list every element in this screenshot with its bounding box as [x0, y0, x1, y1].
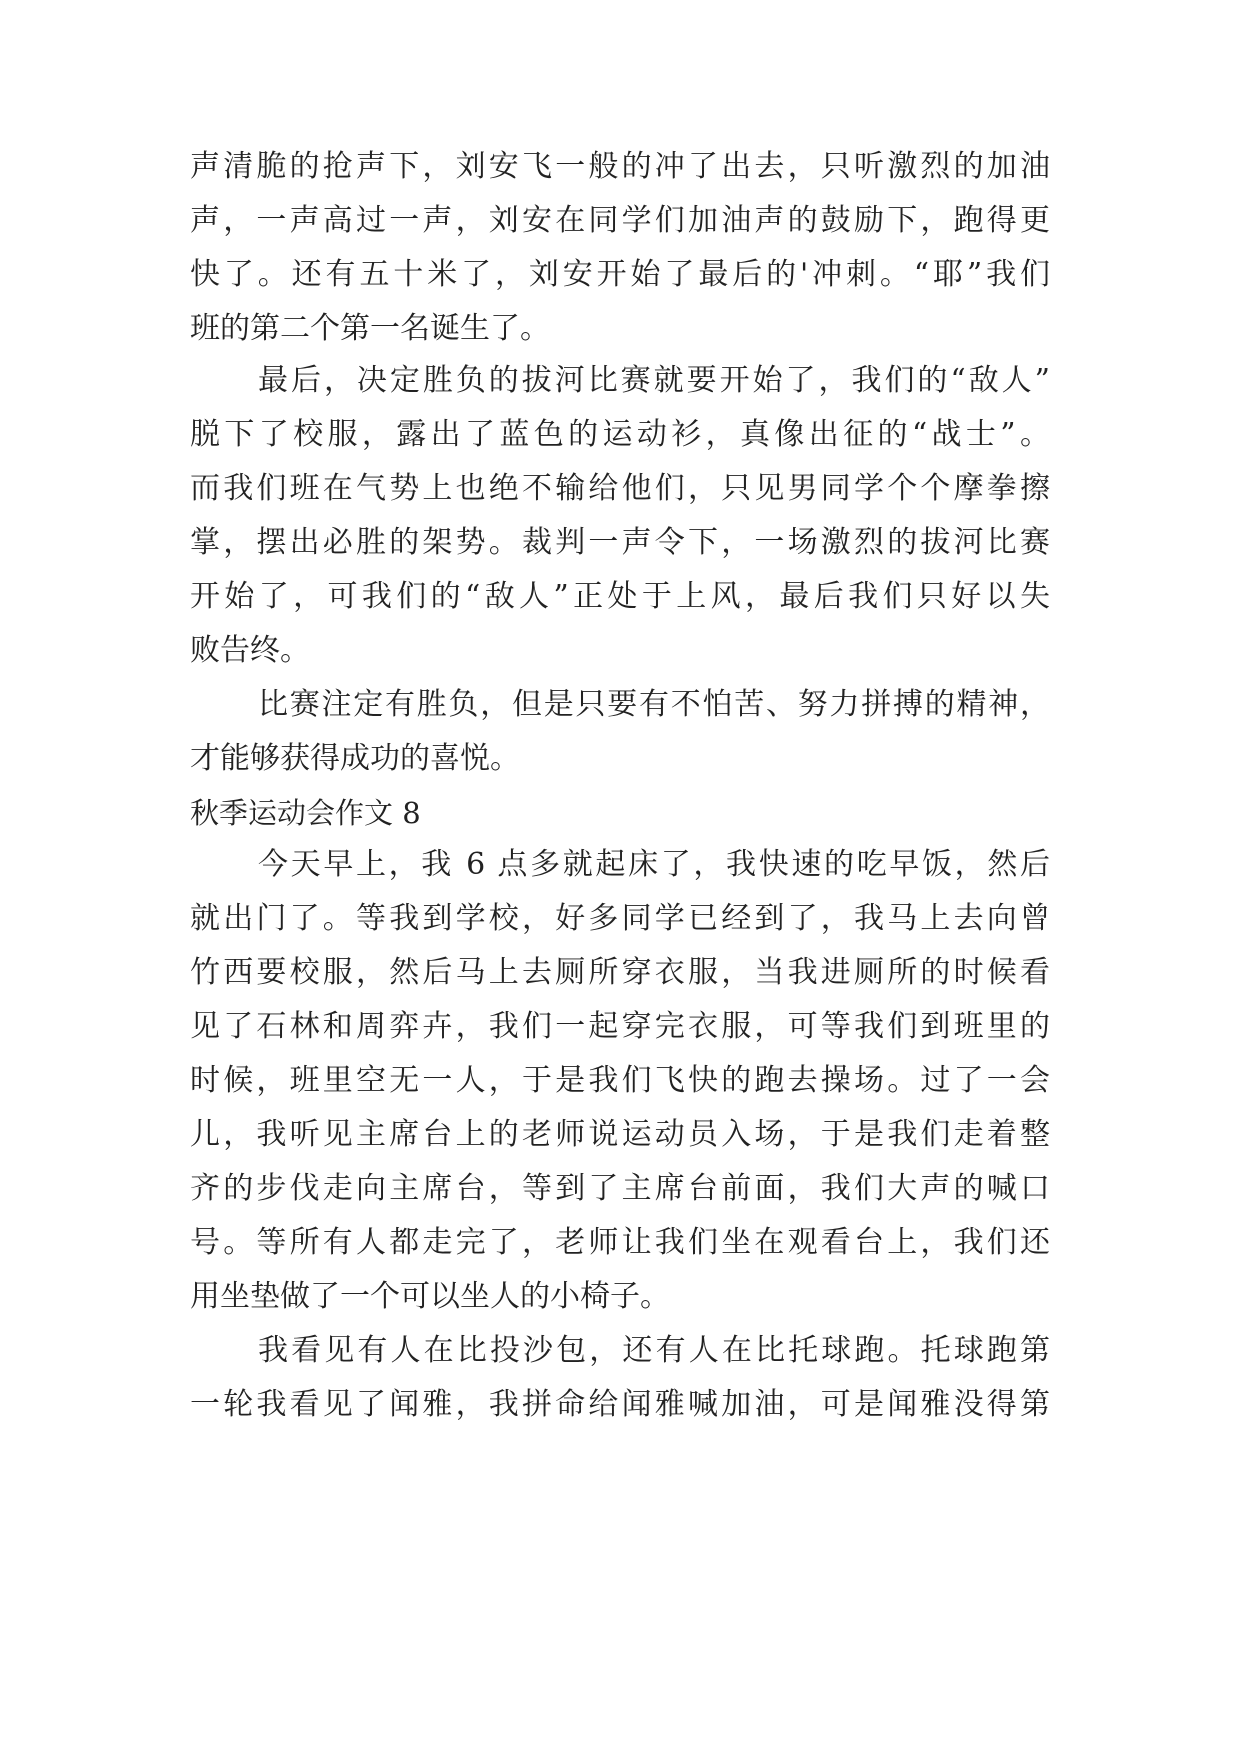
text-line: 而我们班在气势上也绝不输给他们，只见男同学个个摩拳擦	[190, 471, 1050, 506]
text-line: 一轮我看见了闻雅，我拼命给闻雅喊加油，可是闻雅没得第	[190, 1387, 1050, 1422]
text-line: 见了石林和周弈卉，我们一起穿完衣服，可等我们到班里的	[190, 1009, 1050, 1044]
text-line: 时候，班里空无一人，于是我们飞快的跑去操场。过了一会	[190, 1063, 1050, 1098]
text-line: 败告终。	[190, 633, 310, 668]
text-line: 儿，我听见主席台上的老师说运动员入场，于是我们走着整	[190, 1117, 1050, 1152]
text-line: 掌，摆出必胜的架势。裁判一声令下，一场激烈的拔河比赛	[190, 525, 1050, 560]
text-line: 开始了，可我们的“敌人”正处于上风，最后我们只好以失	[190, 579, 1050, 614]
text-line: 声清脆的抢声下，刘安飞一般的冲了出去，只听激烈的加油	[190, 149, 1050, 184]
text-line: 竹西要校服，然后马上去厕所穿衣服，当我进厕所的时候看	[190, 955, 1050, 990]
text-line: 声，一声高过一声，刘安在同学们加油声的鼓励下，跑得更	[190, 203, 1050, 238]
text-line: 才能够获得成功的喜悦。	[190, 741, 520, 776]
text-line: 脱下了校服，露出了蓝色的运动衫，真像出征的“战士”。	[190, 417, 1050, 452]
text-line: 就出门了。等我到学校，好多同学已经到了，我马上去向曾	[190, 901, 1050, 936]
section-heading: 秋季运动会作文 8	[190, 796, 421, 830]
text-line: 比赛注定有胜负，但是只要有不怕苦、努力拼搏的精神，	[258, 687, 1050, 722]
text-line: 快了。还有五十米了，刘安开始了最后的'冲刺。“耶”我们	[190, 257, 1050, 292]
text-line: 用坐垫做了一个可以坐人的小椅子。	[190, 1279, 670, 1314]
text-line: 最后，决定胜负的拔河比赛就要开始了，我们的“敌人”	[258, 363, 1050, 398]
text-line: 今天早上，我 6 点多就起床了，我快速的吃早饭，然后	[258, 847, 1050, 882]
text-line: 我看见有人在比投沙包，还有人在比托球跑。托球跑第	[258, 1333, 1050, 1368]
text-line: 班的第二个第一名诞生了。	[190, 311, 550, 346]
text-line: 号。等所有人都走完了，老师让我们坐在观看台上，我们还	[190, 1225, 1050, 1260]
text-line: 齐的步伐走向主席台，等到了主席台前面，我们大声的喊口	[190, 1171, 1050, 1206]
